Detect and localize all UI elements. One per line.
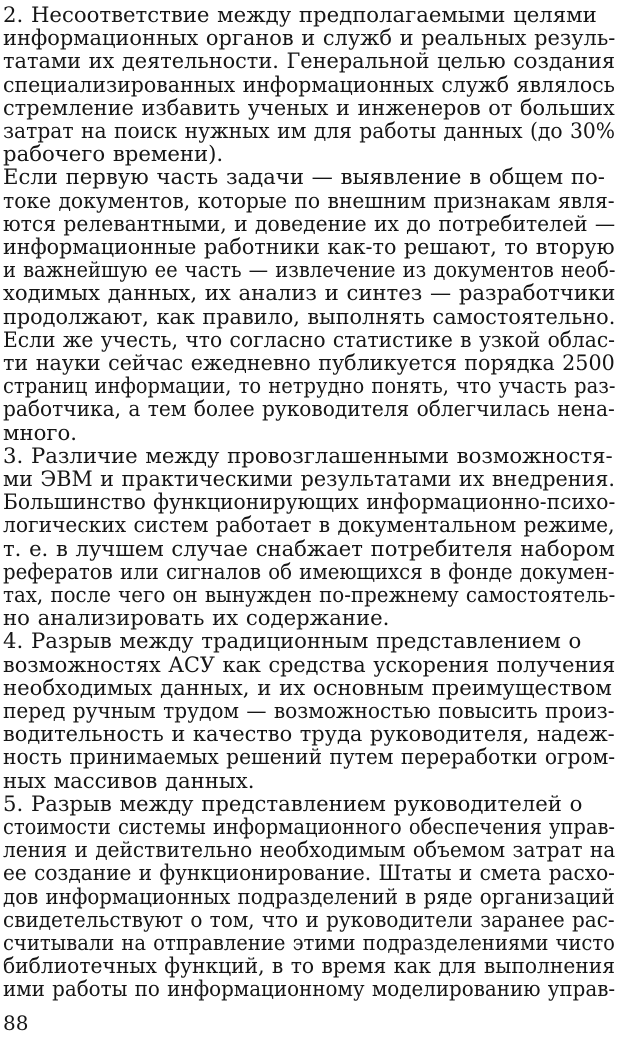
text-line: свидетельствуют о том, что и руководители заранее рас- bbox=[3, 906, 615, 932]
text-line: ются релевантными, и доведение их до потребителей — bbox=[3, 210, 616, 236]
text-line: логических систем работает в документальном режиме, bbox=[3, 512, 615, 538]
text-line: перед ручным трудом — возможностью повысить произ- bbox=[3, 698, 615, 723]
text-line: ими работы по информационному моделированию управ- bbox=[3, 976, 616, 1002]
text-line: дов информационных подразделений в ряде организаций bbox=[3, 883, 615, 909]
text-line: токе документов, которые по внешним признакам явля- bbox=[3, 187, 615, 213]
text-line: 5. Разрыв между представлением руководителей о bbox=[3, 790, 583, 816]
book-page bbox=[3, 1, 615, 1037]
text-line: и важнейшую ее часть — извлечение из документов необ- bbox=[3, 257, 616, 283]
text-line: много. bbox=[3, 419, 77, 445]
text-line: 2. Несоответствие между предполагаемыми целями bbox=[3, 2, 597, 27]
text-line: ходимых данных, их анализ и синтез — разработчики bbox=[3, 280, 616, 306]
text-line: тах, после чего он вынужден по-прежнему самостоятель- bbox=[3, 582, 616, 607]
text-line: ти науки сейчас ежедневно публикуется порядка 2500 bbox=[3, 350, 615, 375]
text-line: Если первую часть задачи — выявление в общем по- bbox=[3, 164, 605, 190]
text-line: страниц информации, то нетрудно понять, что участь раз- bbox=[3, 373, 616, 399]
text-line: необходимых данных, и их основным преимуществом bbox=[3, 674, 612, 700]
text-line: стоимости системы информационного обеспечения управ- bbox=[3, 814, 616, 839]
text-line: продолжают, как правило, выполнять самостоятельно. bbox=[3, 303, 616, 329]
text-line: Большинство функционирующих информационно-психо- bbox=[3, 489, 616, 515]
text-line: Если же учесть, что согласно статистике в узкой облас- bbox=[3, 326, 616, 352]
text-line: рефератов или сигналов об имеющихся в фонде докумен- bbox=[3, 558, 615, 584]
text-line: 3. Различие между провозглашенными возможностя- bbox=[3, 442, 613, 468]
text-line: стремление избавить ученых и инженеров от больших bbox=[3, 94, 615, 120]
text-line: считывали на отправление этими подразделениями чисто bbox=[3, 930, 615, 955]
text-line: ность принимаемых решений путем переработки огром- bbox=[3, 744, 616, 770]
text-line: татами их деятельности. Генеральной целью создания bbox=[3, 48, 616, 74]
text-line: ми ЭВМ и практическими результатами их внедрения. bbox=[3, 466, 615, 491]
text-line: возможностях АСУ как средства ускорения получения bbox=[3, 651, 616, 677]
text-line: библиотечных функций, в то время как для выполнения bbox=[3, 953, 616, 979]
text-line: т. е. в лучшем случае снабжает потребителя набором bbox=[3, 535, 615, 561]
text-line: работчика, а тем более руководителя облегчилась нена- bbox=[3, 396, 615, 422]
text-line: водительность и качество труда руководителя, надеж- bbox=[3, 721, 615, 747]
text-line: но анализировать их содержание. bbox=[3, 605, 390, 631]
text-line: ления и действительно необходимым объемом затрат на bbox=[3, 837, 616, 863]
text-line: затрат на поиск нужных им для работы данных (до 30% bbox=[3, 118, 616, 143]
text-line: информационных органов и служб и реальных резуль- bbox=[3, 25, 616, 51]
page-number: 88 bbox=[3, 1011, 29, 1035]
text-line: информационные работники как-то решают, то вторую bbox=[3, 234, 615, 259]
text-line: рабочего времени). bbox=[3, 141, 224, 167]
text-line: 4. Разрыв между традиционным представлением о bbox=[3, 628, 582, 654]
text-line: специализированных информационных служб являлось bbox=[3, 71, 615, 97]
text-line: ных массивов данных. bbox=[3, 767, 255, 793]
text-line: ее создание и функционирование. Штаты и смета расхо- bbox=[3, 860, 615, 886]
